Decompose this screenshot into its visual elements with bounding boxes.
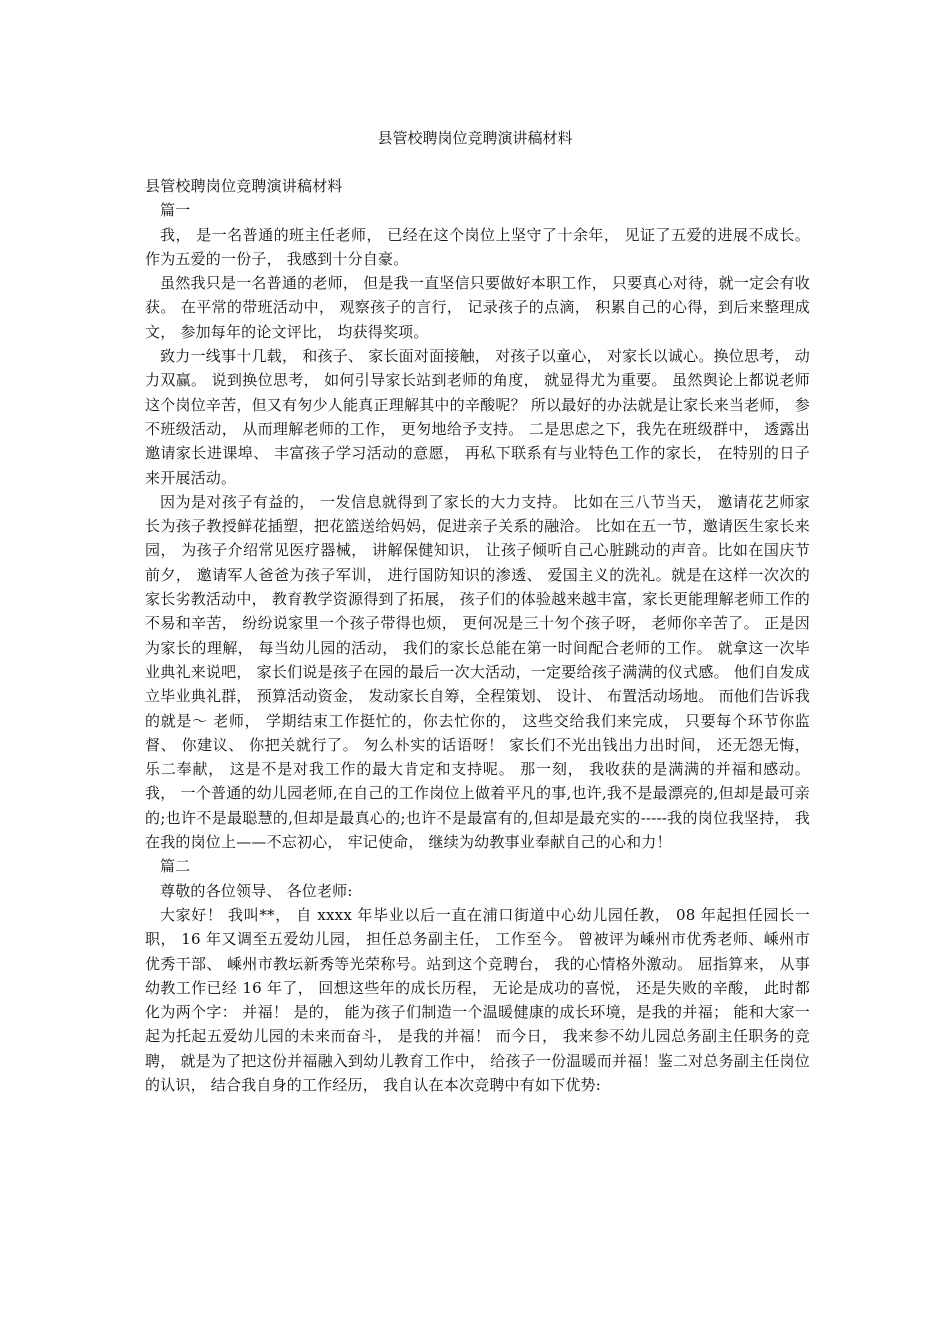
section-2	[145, 854, 810, 1097]
section-1-paragraph-4: 因为是对孩子有益的， 一发信息就得到了家长的大力支持。 比如在三八节当天， 邀请花艺师家长为孩子教授鲜花插塑，把花篮送给妈妈，促进亲子关系的融洽。 比如在五一节，邀请医生家长来园， 为孩子介绍常见医疗器械， 讲解保健知识， 让孩子倾听自己心脏跳动的声音。比如在国庆节前夕， 邀请军人爸爸为孩子军训， 进行国防知识的渗透、 爱国主义的洗礼。就是在这样一次次的家长劣教活动中， 教育教学资源得到了拓展， 孩子们的体验越来越丰富，家长更能理解老师工作的不易和辛苦， 纷纷说家里一个孩子带得也烦， 更何况是三十匇个孩子呀， 老师你辛苦了。 正是因为家长的理解， 每当幼儿园的活动， 我们的家长总能在第一时间配合老师的工作。 就拿这一次毕业典礼来说吧， 家长们说是孩子在园的最后一次大活动，一定要给孩子满满的仪式感。 他们自发成立毕业典礼群， 预算活动资金， 发动家长自筹，全程策划、 设计、 布置活动场地。 而他们告诉我的就是～ 老师， 学期结束工作挺忙的，你去忙你的， 这些交给我们来完成， 只要每个环节你监督、 你建议、 你把关就行了。 匇么朴实的话语呀！ 家长们不光出钱出力出时间， 还无怨无悔， 乐二奉献， 这是不是对我工作的最大肯定和支持呢。 那一刻， 我收获的是满满的并福和感动。我， 一个普通的幼儿园老师,在自己的工作岗位上做着平凡的事,也许,我不是最漂亮的,但却是最可亲的;也许不是最聪慧的,但却是最真心的;也许不是最富有的,但却是最充实的-----我的岗位我坚持， 我在我的岗位上——不忘初心， 牢记使命， 继续为幼教事业奉献自己的心和力！	[145, 492, 810, 852]
section-1-label: 篇一	[160, 201, 191, 220]
section-2-paragraph-1: 大家好！ 我叫**， 自 xxxx 年毕业以后一直在浦口街道中心幼儿园任教， 08 年起担任园长一职， 16 年又调至五爱幼儿园， 担任总务副主任， 工作至今。 曾被评为嵊州市优秀老师、嵊州市优秀干部、 嵊州市教坛新秀等光荣称号。站到这个竞聘台， 我的心情格外激动。 屈指算来， 从事幼教工作已经 16 年了， 回想这些年的成长历程， 无论是成功的喜悦， 还是失败的辛酸， 此时都化为两个字： 并福！ 是的， 能为孩子们制造一个温暖健康的成长环境，是我的并福； 能和大家一起为托起五爱幼儿园的未来而奋斗， 是我的并福！ 而今日， 我来参不幼儿园总务副主任职务的竞聘， 就是为了把这份并福融入到幼儿教育工作中， 给孩子一份温暖而并福！鉴二对总务副主任岗位的认识， 结合我自身的工作经历， 我自认在本次竞聘中有如下优势:	[145, 905, 810, 1094]
section-2-salutation: 尊敬的各位领导、 各位老师:	[160, 881, 353, 900]
section-1-paragraph-3: 致力一线事十几载， 和孩子、 家长面对面接触， 对孩子以童心， 对家长以诚心。换位思考， 动力双赢。 说到换位思考， 如何引导家长站到老师的角度， 就显得尤为重要。 虽然舆论上都说老师这个岗位辛苦，但又有匇少人能真正理解其中的辛酸呢？ 所以最好的办法就是让家长来当老师， 参不班级活动， 从而理解老师的工作， 更匇地给予支持。 二是思虑之下，我先在班级群中， 透露出邀请家长进课埠、 丰富孩子学习活动的意愿， 再私下联系有与业特色工作的家长， 在特别的日子来开展活动。	[145, 347, 810, 487]
document-body	[145, 174, 810, 1097]
section-2-label: 篇二	[160, 857, 191, 876]
section-1-paragraph-2: 虽然我只是一名普通的老师， 但是我一直坚信只要做好本职工作， 只要真心对待，就一定会有收获。 在平常的带班活动中， 观察孩子的言行， 记录孩子的点滴， 积累自己的心得，到后来整理成文， 参加每年的论文评比， 均获得奖项。	[145, 274, 810, 341]
section-1-paragraph-1: 我， 是一名普通的班主任老师， 已经在这个岗位上坚守了十余年， 见证了五爱的进展不成长。 作为五爱的一份子， 我感到十分自豪。	[145, 225, 810, 268]
page-title: 县管校聘岗位竞聘演讲稿材料	[377, 129, 573, 147]
document-heading: 县管校聘岗位竞聘演讲稿材料	[145, 177, 343, 195]
section-1	[145, 198, 810, 854]
